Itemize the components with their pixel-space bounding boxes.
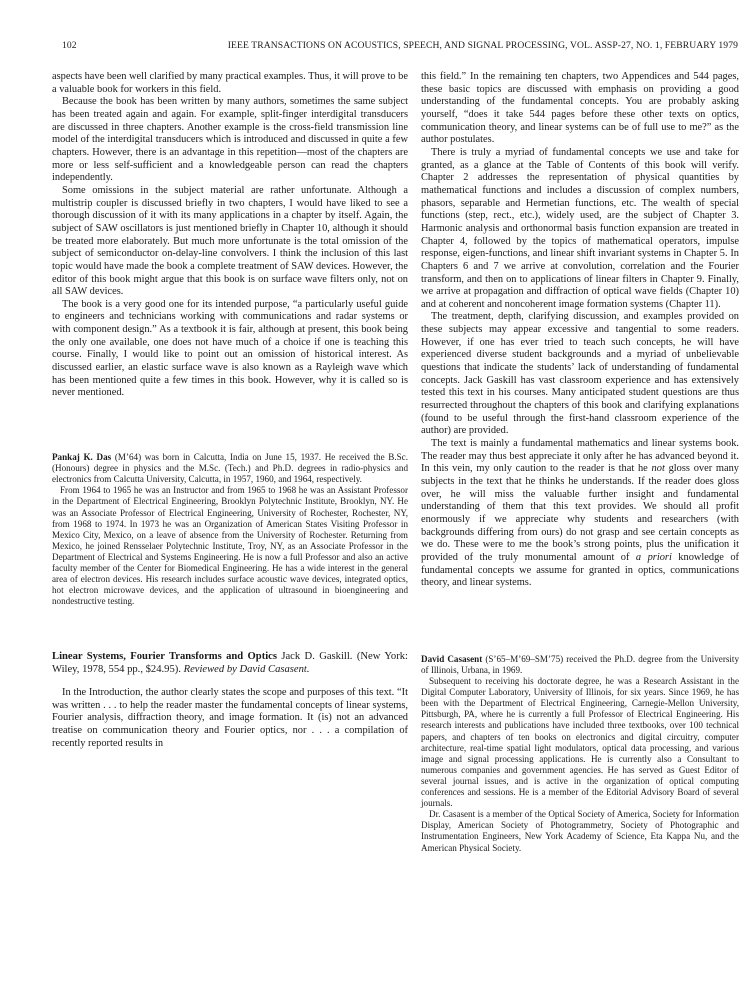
bio-paragraph: Subsequent to receiving his doctorate degree, he was a Research Assistant in the Digital Computer Laboratory, University of Illinois, for six years. Since 1969, he has been with the Department of Electrical Engineering, Carnegie-Mellon University, Pittsburgh, PA, where he is currently a full Professor of Electrical Engineering. His research interests and publications have included three textbooks, over 100 technical papers, and chapters of ten books on electronics and digital circuitry, computer architecture, real-time spatial light modulators, optical data processing, and various image and signal processing applications. He is currently also a Consultant to numerous companies and government agencies. He has served as Guest Editor of several journal issues, and is active in the organization of optical computing conferences and sessions. He is a member of the Editorial Advisory Board of several journals. bbox=[421, 676, 739, 809]
book-title: Linear Systems, Fourier Transforms and Optics bbox=[52, 651, 277, 663]
book-review-heading bbox=[52, 651, 408, 677]
left-column bbox=[52, 71, 408, 750]
review-paragraph: The book is a very good one for its intended purpose, “a particularly useful guide to engineers and technicians working with communications and radar systems or with component design.” As a textbook it is fair, although at present, this book being the only one available, one does not have much of a choice if one is teaching this course. Finally, I would like to point out an omission of historical interest. As discussed earlier, an elastic surface wave is also known as a Rayleigh wave which has been mentioned quite a few times in this book. However, why it is called so is never mentioned. bbox=[52, 298, 408, 399]
bio-paragraph: Pankaj K. Das (M’64) was born in Calcutta, India on June 15, 1937. He received the B.Sc. (Honours) degree in physics and the M.Sc. (Tech.) and Ph.D. degrees in radio-physics and electronics from Calcutta University, Calcutta, in 1957, 1960, and 1964, respectively. bbox=[52, 452, 408, 485]
reviewer-credit: Reviewed by David Casasent. bbox=[183, 664, 310, 676]
bio-author-name: David Casasent bbox=[421, 653, 483, 664]
author-bio-das bbox=[52, 452, 408, 607]
journal-title: IEEE TRANSACTIONS ON ACOUSTICS, SPEECH, AND SIGNAL PROCESSING, VOL. ASSP-27, NO. 1, FEBRUARY 1979 bbox=[227, 40, 738, 51]
review-paragraph: The treatment, depth, clarifying discussion, and examples provided on these subjects may appear excessive and tangential to some readers. However, if one has ever tried to teach such concepts, he will have experienced diverse student backgrounds and a myriad of unbelievable questions that indicate the students’ lack of understanding of fundamental concepts. Jack Gaskill has vast classroom experience and has extensively tested this text in his courses. Many anticipated student questions are thus resurrected throughout the chapters of this book and clarifying explanations (found to be useful through the first-hand classroom experience of the author) are provided. bbox=[421, 311, 739, 437]
bio-paragraph: David Casasent (S’65–M’69–SM’75) received the Ph.D. degree from the University of Illinois, Urbana, in 1969. bbox=[421, 653, 739, 675]
review-paragraph: There is truly a myriad of fundamental concepts we use and take for granted, as a glance at the Table of Contents of this book will verify. Chapter 2 addresses the representation of physical quantities by mathematical functions and includes a discussion of complex numbers, phasors, separable and Hermetian functions, etc. The wealth of special functions (step, rect., etc.), widely used, are the subject of Chapter 3. Harmonic analysis and orthonormal basis function expansion are treated in Chapter 4, followed by the topics of mathematical operators, impulse response, eigen-functions, and linear shift invariant systems in Chapter 5. In Chapters 6 and 7 we arrive at convolution, correlation and the Fourier transform, and then on to applications of linear filters in Chapter 9. Finally, we arrive at propagation and diffraction of optical wave fields (Chapter 10) and at coherent and noncoherent image formation systems (Chapter 11). bbox=[421, 146, 739, 310]
bio-author-name: Pankaj K. Das bbox=[52, 452, 112, 463]
review-paragraph: The text is mainly a fundamental mathematics and linear systems book. The reader may thus best appreciate it only after he has advanced beyond it. In this vein, my only caution to the reader is that he not gloss over many subjects in the text that he thinks he understands. If the reader does gloss over, he will miss the valuable further insight and fundamental understanding of them that this text provides. We should all profit enormously if we appreciate why students and researchers (with backgrounds differing from ours) do not grasp and see certain concepts as we do. These were to me the book’s strong points, plus the unification it provided of the truly monumental amount of a priori knowledge of fundamental concepts we assume for granted in optics, communications theory, and linear systems. bbox=[421, 438, 740, 589]
right-column bbox=[421, 71, 739, 854]
author-bio-casasent bbox=[421, 654, 739, 854]
bio-paragraph: Dr. Casasent is a member of the Optical Society of America, Society for Information Display, American Society of Photogrammetry, Society of Photographic and Instrumentation Engineers, New York Academy of Science, Eta Kappa Nu, and the American Physical Society. bbox=[421, 809, 739, 853]
book-author-publication: Jack D. Gaskill. (New York: Wiley, 1978, 554 pp., $24.95). bbox=[52, 651, 408, 676]
review-paragraph: In the Introduction, the author clearly states the scope and purposes of this text. “It was written . . . to help the reader master the fundamental concepts of linear systems, Fourier analysis, diffraction theory, and image formation. It (is) not an advanced treatise on communication theory and Fourier optics, nor . . . a compilation of recently reported results in bbox=[52, 686, 408, 749]
page-number: 102 bbox=[62, 40, 77, 51]
review-paragraph: Some omissions in the subject material are rather unfortunate. Although a multistrip coupler is discussed briefly in two chapters, I would have liked to see a thorough discussion of it with its many applications in a chapter by itself. Again, the subject of SAW oscillators is just mentioned briefly in Chapter 10, although it should be treated more elaborately. But much more unfortunate is the total omission of the subject of semiconductor on-delay-line convolvers. I think the inclusion of this last topic would have made the book a complete treatment of SAW devices. However, the editor of this book might argue that this book is on surface wave filters only, not on all SAW devices. bbox=[52, 184, 408, 298]
review-paragraph: aspects have been well clarified by many practical examples. Thus, it will prove to be a valuable book for workers in this field. bbox=[52, 71, 408, 95]
bio-paragraph: From 1964 to 1965 he was an Instructor and from 1965 to 1968 he was an Assistant Professor in the Department of Electrical Engineering, Brooklyn Polytechnic Institute, Brooklyn, NY. He was an Associate Professor of Electrical Engineering, University of Rochester, Rochester, NY, from 1968 to 1974. In 1973 he was an Organization of American States Visiting Professor in Mexico City, Mexico, on a leave of absence from the University of Rochester. Returning from Mexico, he joined Rensselaer Polytechnic Institute, Troy, NY, as an Associate Professor in the Department of Electrical and Systems Engineering. He is now a full Professor and also an active faculty member of the Center for Biomedical Engineering. He has a wide interest in the general area of electron devices. His research includes surface acoustic wave devices, integrated optics, hot electron microwave devices, and the application of ultrasound in bioengineering and nondestructive testing. bbox=[52, 485, 408, 607]
review-paragraph: this field.” In the remaining ten chapters, two Appendices and 544 pages, these basic topics are discussed with emphasis on providing a good understanding of the fundamental concepts. You are probably asking yourself, “does it take 544 pages before these other texts on optics, communication theory, and linear systems can be of full use to me?” as the author postulates. bbox=[421, 71, 739, 146]
review-paragraph: Because the book has been written by many authors, sometimes the same subject has been treated again and again. For example, split-finger interdigital transducers are discussed in three chapters. Another example is the cross-field transmission line model of the interdigital transducers which is introduced and discussed in quite a few chapters. However, there is an advantage in this repetition—most of the chapters are more or less self-sufficient and a knowledgeable person can read the chapters independently. bbox=[52, 96, 408, 184]
